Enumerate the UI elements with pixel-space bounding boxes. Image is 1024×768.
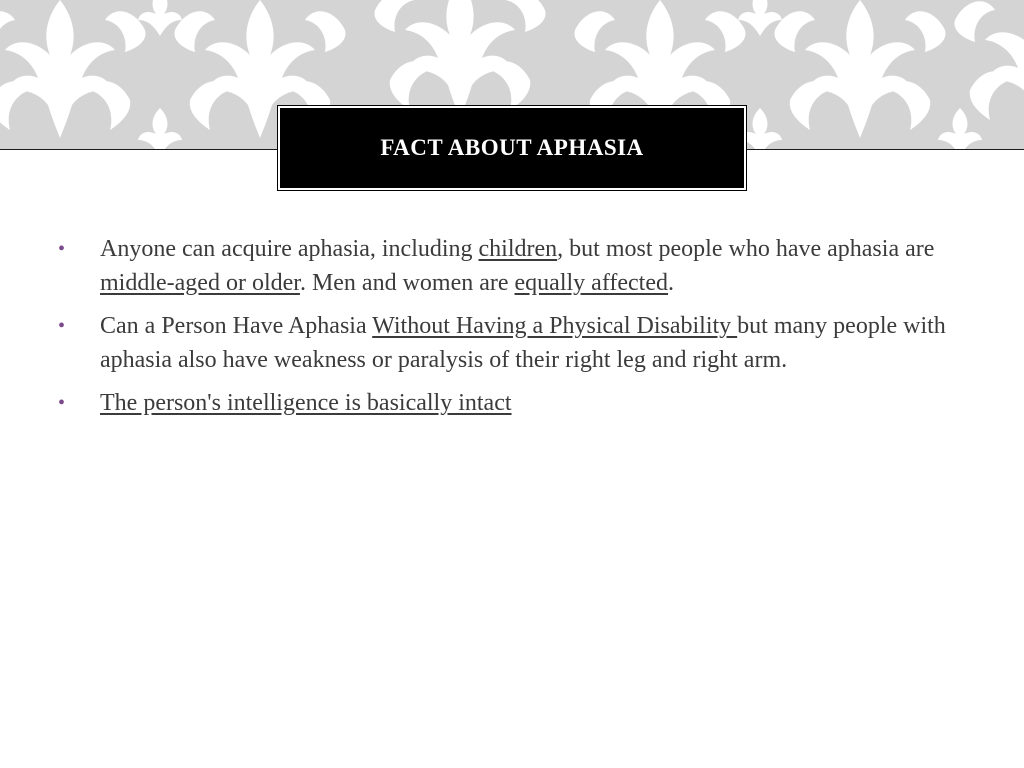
title-box bbox=[277, 105, 747, 191]
bullet-marker: • bbox=[58, 238, 66, 260]
bullet-item-2 bbox=[58, 309, 973, 377]
bullet-item-1 bbox=[58, 232, 973, 300]
link-children[interactable]: children bbox=[478, 236, 558, 262]
bullet-list bbox=[58, 232, 973, 429]
slide-title: FACT ABOUT APHASIA bbox=[380, 135, 644, 160]
bullet-text: . bbox=[668, 270, 674, 296]
bullet-marker: • bbox=[58, 315, 66, 337]
bullet-item-3 bbox=[58, 386, 973, 420]
bullet-text: . Men and women are bbox=[299, 270, 515, 296]
title-box-inner bbox=[280, 108, 744, 188]
bullet-text: Anyone can acquire aphasia, including bbox=[100, 236, 479, 262]
bullet-text: , but most people who have aphasia are bbox=[557, 236, 935, 262]
link-middle-aged-or-older[interactable]: middle-aged or older bbox=[100, 270, 300, 296]
bullet-text: Can a Person Have Aphasia bbox=[100, 313, 373, 339]
link-equally-affected[interactable]: equally affected bbox=[514, 270, 668, 296]
bullet-text: but many people with aphasia also have weakness or paralysis of their right leg and right arm. bbox=[100, 313, 946, 373]
link-without-physical-disability[interactable]: Without Having a Physical Disability bbox=[372, 313, 738, 339]
link-intelligence-intact[interactable]: The person's intelligence is basically intact bbox=[100, 390, 512, 416]
bullet-marker: • bbox=[58, 392, 66, 414]
